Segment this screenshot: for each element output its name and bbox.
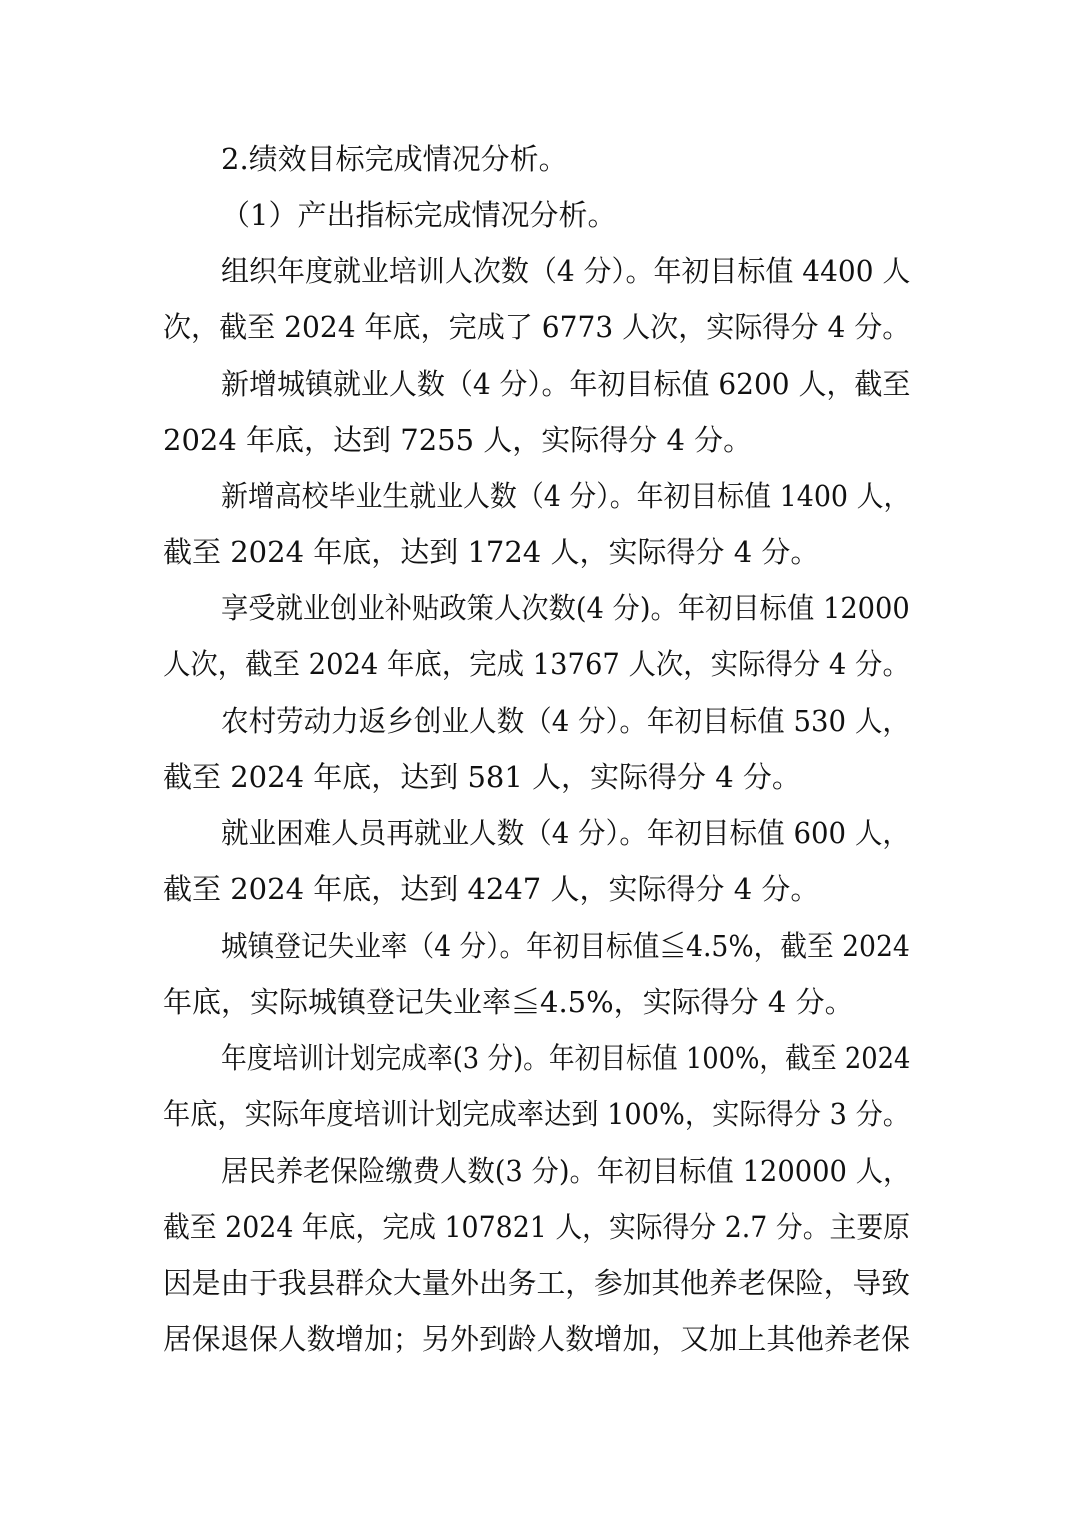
paragraph-line: 截至 2024 年底，达到 4247 人，实际得分 4 分。 [163, 872, 820, 906]
paragraph-line: 次，截至 2024 年底，完成了 6773 人次，实际得分 4 分。 [163, 310, 911, 344]
paragraph-line: 居民养老保险缴费人数(3 分)。年初目标值 120000 人， [221, 1154, 911, 1188]
paragraph-line: 新增高校毕业生就业人数（4 分）。年初目标值 1400 人， [221, 479, 911, 513]
paragraph-line: 2024 年底，达到 7255 人，实际得分 4 分。 [163, 423, 753, 457]
paragraph-line: 截至 2024 年底，达到 581 人，实际得分 4 分。 [163, 760, 801, 794]
subsection-heading: （1）产出指标完成情况分析。 [221, 198, 617, 232]
paragraph-line: 就业困难人员再就业人数（4 分）。年初目标值 600 人， [221, 816, 910, 850]
paragraph-line: 年底，实际城镇登记失业率≦4.5%，实际得分 4 分。 [163, 985, 854, 1019]
section-heading: 2.绩效目标完成情况分析。 [221, 142, 568, 176]
paragraph-line: 城镇登记失业率（4 分）。年初目标值≦4.5%，截至 2024 [221, 929, 910, 963]
paragraph-line: 截至 2024 年底，达到 1724 人，实际得分 4 分。 [163, 535, 820, 569]
paragraph-line: 居保退保人数增加；另外到龄人数增加，又加上其他养老保 [163, 1322, 911, 1356]
paragraph-line: 农村劳动力返乡创业人数（4 分）。年初目标值 530 人， [221, 704, 910, 738]
paragraph-line: 截至 2024 年底，完成 107821 人，实际得分 2.7 分。主要原 [163, 1210, 910, 1244]
paragraph-line: 享受就业创业补贴政策人次数(4 分)。年初目标值 12000 [221, 591, 910, 625]
paragraph-line: 新增城镇就业人数（4 分）。年初目标值 6200 人，截至 [221, 367, 911, 401]
paragraph-line: 因是由于我县群众大量外出务工，参加其他养老保险，导致 [163, 1266, 911, 1300]
paragraph-line: 组织年度就业培训人次数（4 分）。年初目标值 4400 人 [221, 254, 911, 288]
paragraph-line: 年底，实际年度培训计划完成率达到 100%，实际得分 3 分。 [163, 1097, 911, 1131]
paragraph-line: 人次，截至 2024 年底，完成 13767 人次，实际得分 4 分。 [163, 647, 910, 681]
paragraph-line: 年度培训计划完成率(3 分)。年初目标值 100%，截至 2024 [221, 1041, 911, 1075]
